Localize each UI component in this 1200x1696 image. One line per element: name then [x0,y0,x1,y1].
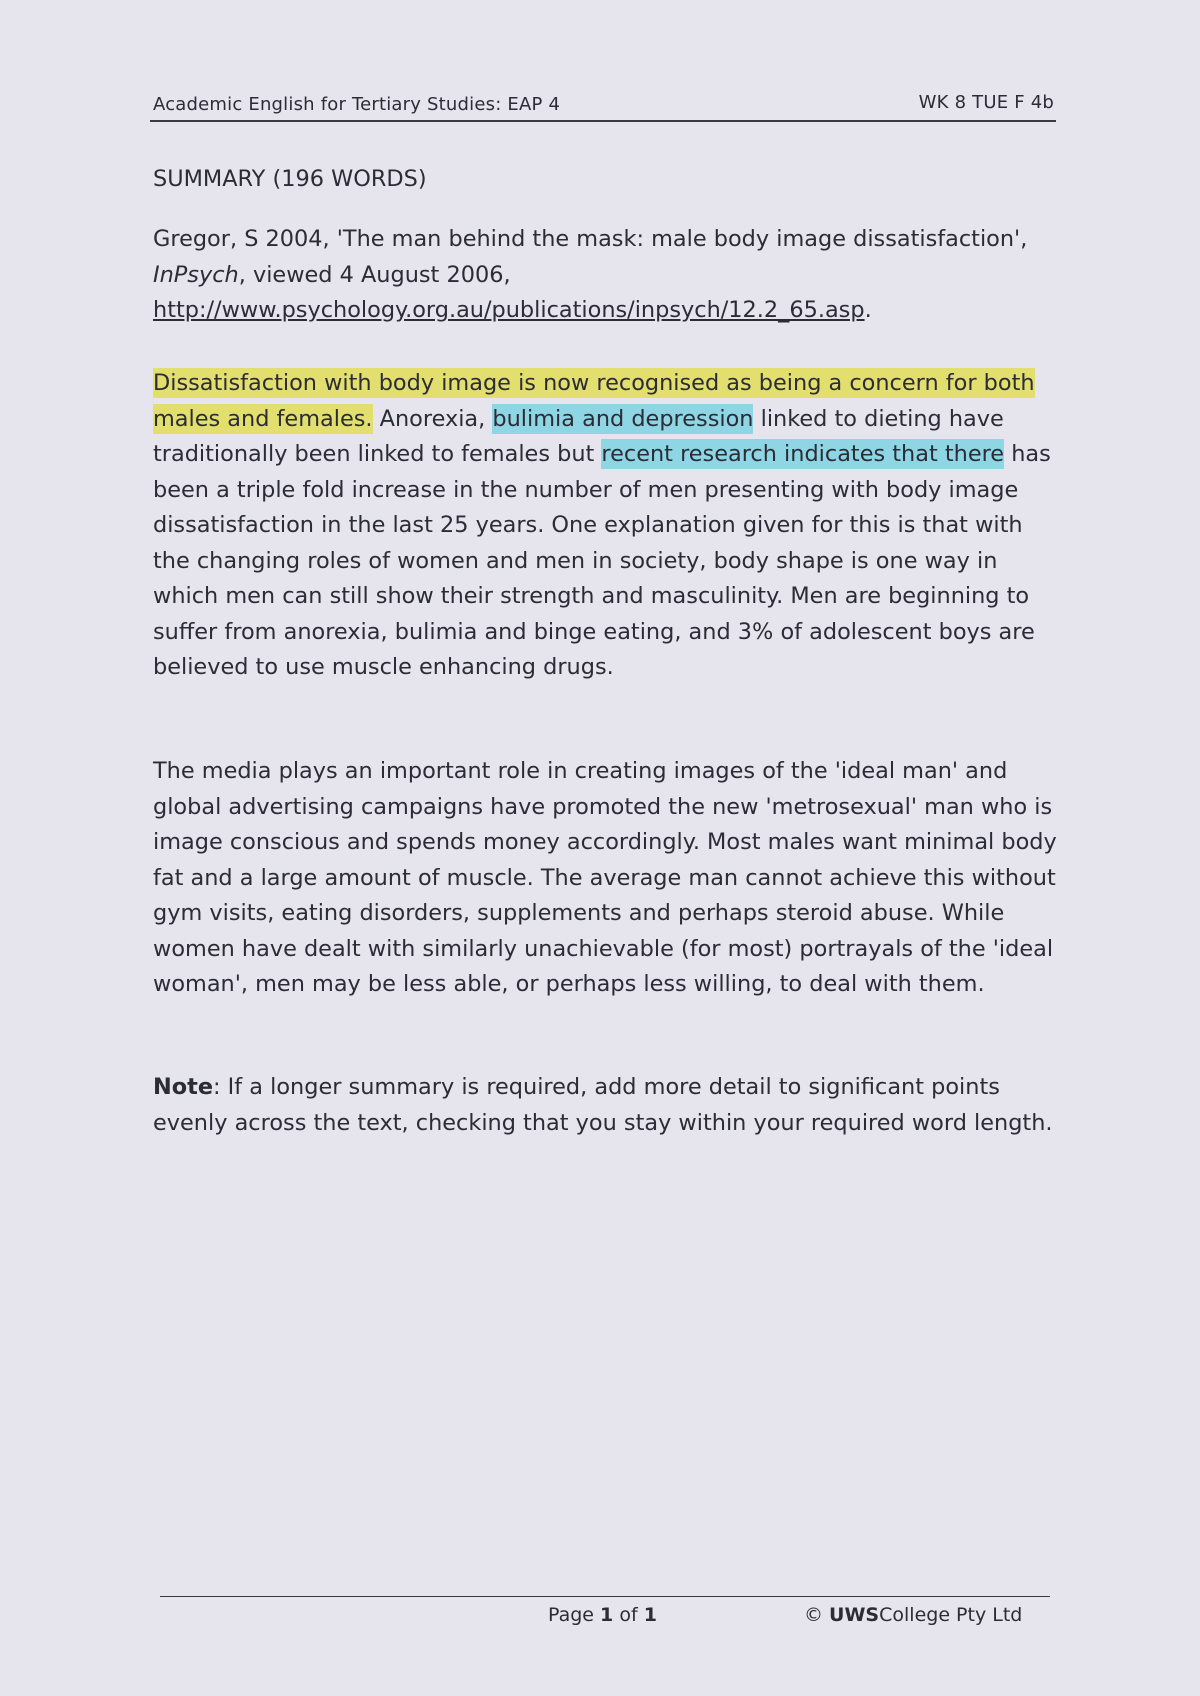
highlight-blue: bulimia and depression [492,405,754,432]
summary-paragraph-2: The media plays an important role in creating images of the 'ideal man' and global advertising campaigns have promoted the new 'metrosexual' man who is image conscious and spends money accordingly. Most males want minimal body fat and a large amount of muscle. The average man cannot achieve this without gym visits, eating disorders, supplements and perhaps steroid abuse. While women have dealt with similarly unachievable (for most) portrayals of the 'ideal woman', men may be less able, or perhaps less willing, to deal with them. [153,758,1057,997]
page-number [548,1604,657,1626]
reference-journal: InPsych [153,261,239,288]
summary-paragraph-1 [153,366,1058,686]
reference-author: Gregor, S 2004, 'The man behind the mask: male body image dissatisfaction', [153,226,1028,252]
page-num: 1 [600,1604,614,1626]
copyright-symbol: © [804,1604,830,1626]
course-title: Academic English for Tertiary Studies: EAP 4 [153,94,561,115]
note-label: Note [153,1074,214,1100]
page-total: 1 [643,1604,657,1626]
reference-citation [153,222,1058,329]
week-code: WK 8 TUE F 4b [918,92,1054,113]
note-text: : If a longer summary is required, add more detail to significant points evenly across the text, checking that you stay within your required word length. [153,1074,1053,1136]
page-header [150,92,1056,122]
footer-divider [160,1596,1050,1597]
brand-name: UWS [829,1604,880,1626]
highlight-blue: recent research indicates that there [601,441,1005,467]
of-word: of [613,1604,644,1626]
note-paragraph [153,1070,1058,1141]
copyright [804,1604,1022,1626]
summary-heading: SUMMARY (196 WORDS) [153,166,427,192]
reference-url-link[interactable]: http://www.psychology.org.au/publications/inpsych/12.2_65.asp [153,297,865,323]
paragraph-text: has been a triple fold increase in the number of men presenting with body image dissatisfaction in the last 25 years. One explanation given for this is that with the changing roles of women and men in society, body shape is one way in which men can still show their strength and masculinity. Men are beginning to suffer from anorexia, bulimia and binge eating, and 3% of adolescent boys are believed to use muscle enhancing drugs. [153,441,1051,680]
highlight-yellow: Dissatisfaction with body image is now recognised as being a concern for both males and females. [153,370,1035,432]
paragraph-text: linked to dieting have traditionally been linked to females but [153,405,1004,467]
reference-viewed: , viewed 4 August 2006, [238,261,511,288]
reference-url-end: . [864,297,872,323]
company-name: College Pty Ltd [879,1604,1023,1626]
page-word: Page [548,1604,601,1626]
paragraph-text: Anorexia, [372,405,493,432]
